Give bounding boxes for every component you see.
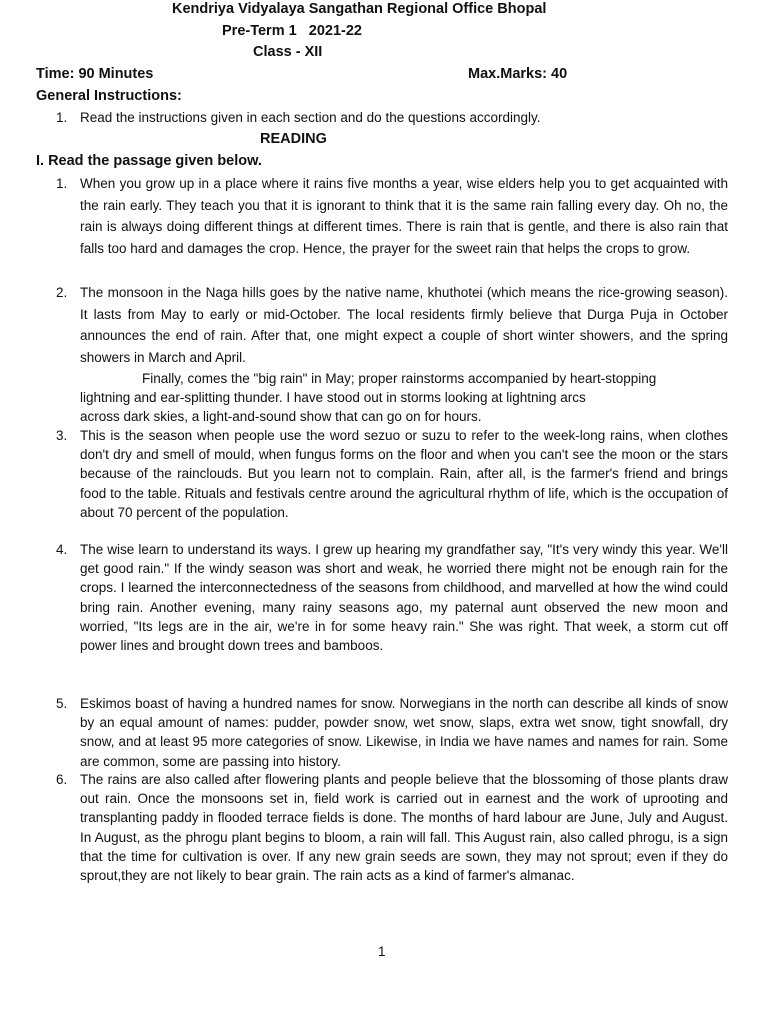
para-2b-line-1: Finally, comes the "big rain" in May; proper rainstorms accompanied by heart-stopping	[142, 371, 657, 386]
para-3-number: 3.	[56, 428, 68, 443]
instruction-text: Read the instructions given in each section and do the questions accordingly.	[80, 110, 541, 125]
class-label: Class - XII	[253, 44, 323, 60]
para-6-number: 6.	[56, 772, 68, 787]
para-2-continuation	[80, 369, 728, 426]
para-5-number: 5.	[56, 696, 68, 711]
para-2b-line-3: across dark skies, a light-and-sound show that can go on for hours.	[80, 409, 482, 424]
para-1: When you grow up in a place where it rains five months a year, wise elders help you to get acquainted with the rain early. They teach you that it is ignorant to think that it is the same rain falling every day. Oh no, the rain is always doing different things at different times. There is rain that is gentle, and there is also rain that falls too hard and damages the crop. Hence, the prayer for the sweet rain that helps the crops to grow.	[80, 176, 728, 256]
instructions-heading: General Instructions:	[36, 88, 182, 104]
para-3: This is the season when people use the word sezuo or suzu to refer to the week-long rains, when clothes don't dry and smell of mould, when fungus forms on the floor and when you can't see the moon or the stars because of the rainclouds. But you learn not to complain. Rain, after all, is the farmer's friend and brings food to the table. Rituals and festivals centre around the agricultural rhythm of life, which is the occupation of about 70 percent of the population.	[80, 428, 728, 520]
page-number: 1	[378, 944, 386, 959]
para-1-number: 1.	[56, 176, 68, 191]
para-4-number: 4.	[56, 542, 68, 557]
para-5: Eskimos boast of having a hundred names for snow. Norwegians in the north can describe all kinds of snow by an equal amount of names: pudder, powder snow, wet snow, slaps, extra wet snow, tight snowfall, dry snow, and at least 95 more categories of snow. Likewise, in India we have names and names for rain. Some are common, some are passing into history.	[80, 696, 728, 769]
para-2: The monsoon in the Naga hills goes by the native name, khuthotei (which means the rice-growing season). It lasts from May to early or mid-October. The local residents firmly believe that Durga Puja in October announces the end of rain. After that, one might expect a couple of short winter showers, and the spring showers in March and April.	[80, 285, 728, 365]
para-4: The wise learn to understand its ways. I grew up hearing my grandfather say, "It's very windy this year. We'll get good rain." If the windy season was short and weak, he worried there might not be enough rain for the crops. I learned the interconnectedness of the seasons from childhood, and marvelled at how the wind could bring rain. Another evening, many rainy seasons ago, my paternal aunt observed the new moon and worried, "Its legs are in the air, we're in for some heavy rain." She was right. That week, a storm cut off power lines and brought down trees and bamboos.	[80, 542, 728, 654]
max-marks-label: Max.Marks: 40	[468, 66, 568, 82]
para-2b-line-2: lightning and ear-splitting thunder. I have stood out in storms looking at lightning arcs	[80, 390, 586, 405]
passage-prompt: I. Read the passage given below.	[36, 153, 262, 169]
para-2-number: 2.	[56, 285, 68, 300]
org-title: Kendriya Vidyalaya Sangathan Regional Office Bhopal	[172, 1, 547, 17]
para-6: The rains are also called after flowering plants and people believe that the blossoming of those plants draw out rain. Once the monsoons set in, field work is carried out in earnest and the work of uprooting and transplanting paddy in flooded terrace fields is done. The months of hard labour are June, July and August. In August, as the phrogu plant begins to bloom, a rain will fall. This August rain, also called phrogu, is a sign that the time for cultivation is over. If any new grain seeds are sown, they may not sprout; even if they do sprout,they are not likely to bear grain. The rain acts as a kind of farmer's almanac.	[80, 772, 728, 884]
time-label: Time: 90 Minutes	[36, 66, 154, 82]
instruction-number: 1.	[56, 110, 68, 125]
section-title: READING	[260, 131, 327, 147]
exam-title: Pre-Term 1 2021-22	[222, 23, 362, 39]
